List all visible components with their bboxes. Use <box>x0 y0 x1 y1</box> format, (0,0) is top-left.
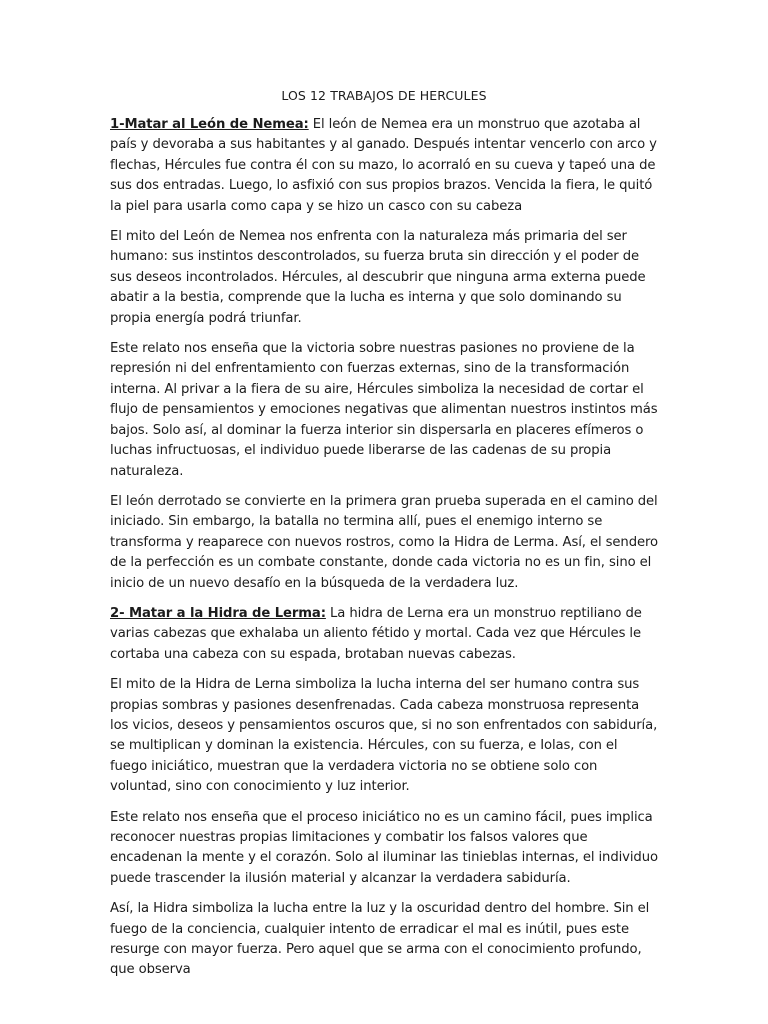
section-1-heading: 1-Matar al León de Nemea: <box>110 117 309 132</box>
section-2-paragraph: Así, la Hidra simboliza la lucha entre la luz y la oscuridad dentro del hombre. Sin el fuego de la conciencia, cualquier intento de erradicar el mal es inútil, pues este resurge con mayor fuerza. Pero aquel que se arma con el conocimiento profundo, que observa <box>110 901 650 978</box>
section-1-paragraph: El mito del León de Nemea nos enfrenta con la naturaleza más primaria del ser humano: sus instintos descontrolados, su fuerza bruta sin dirección y el poder de sus deseos incontrolados. Hércules, al descubrir que ninguna arma externa puede abatir a la bestia, comprende que la lucha es interna y que solo dominando su propia energía podrá triunfar. <box>110 229 646 326</box>
document-page <box>110 86 658 991</box>
section-2-heading: 2- Matar a la Hidra de Lerma: <box>110 605 326 621</box>
section-2-intro-text: La hidra de Lerna era un monstruo reptiliano de varias cabezas que exhalaba un aliento fétido y mortal. Cada vez que Hércules le cortaba una cabeza con su espada, brotaban nuevas cabezas. <box>110 605 642 662</box>
section-1-intro <box>110 115 658 217</box>
section-2-paragraph: El mito de la Hidra de Lerna simboliza la lucha interna del ser humano contra sus propias sombras y pasiones desenfrenadas. Cada cabeza monstruosa representa los vicios, deseos y pensamientos oscuros que, si no son enfrentados con sabiduría, se multiplican y dominan la existencia. Hércules, con su fuerza, e Iolas, con el fuego iniciático, muestran que la verdadera victoria no se obtiene solo con voluntad, sino con conocimiento y luz interior. <box>110 677 658 795</box>
section-1-paragraph: El león derrotado se convierte en la primera gran prueba superada en el camino del iniciado. Sin embargo, la batalla no termina allí, pues el enemigo interno se transforma y reaparece con nuevos rostros, como la Hidra de Lerma. Así, el sendero de la perfección es un combate constante, donde cada victoria no es un fin, sino el inicio de un nuevo desafío en la búsqueda de la verdadera luz. <box>110 493 658 591</box>
section-2-intro <box>110 604 658 665</box>
section-1-paragraph: Este relato nos enseña que la victoria sobre nuestras pasiones no proviene de la represión ni del enfrentamiento con fuerzas externas, sino de la transformación interna. Al privar a la fiera de su aire, Hércules simboliza la necesidad de cortar el flujo de pensamientos y emociones negativas que alimentan nuestros instintos más bajos. Solo así, al dominar la fuerza interior sin dispersarla en placeres efímeros o luchas infructuosas, el individuo puede liberarse de las cadenas de su propia naturaleza. <box>110 341 658 479</box>
document-title: LOS 12 TRABAJOS DE HERCULES <box>281 88 487 103</box>
section-1-intro-text: El león de Nemea era un monstruo que azotaba al país y devoraba a sus habitantes y al ganado. Después intentar vencerlo con arco y flechas, Hércules fue contra él con su mazo, lo acorraló en su cueva y tapeó una de sus dos entradas. Luego, lo asfixió con sus propios brazos. Vencida la fiera, le quitó la piel para usarla como capa y se hizo un casco con su cabeza <box>110 117 657 214</box>
section-2-paragraph: Este relato nos enseña que el proceso iniciático no es un camino fácil, pues implica reconocer nuestras propias limitaciones y combatir los falsos valores que encadenan la mente y el corazón. Solo al iluminar las tinieblas internas, el individuo puede trascender la ilusión material y alcanzar la verdadera sabiduría. <box>110 809 658 886</box>
